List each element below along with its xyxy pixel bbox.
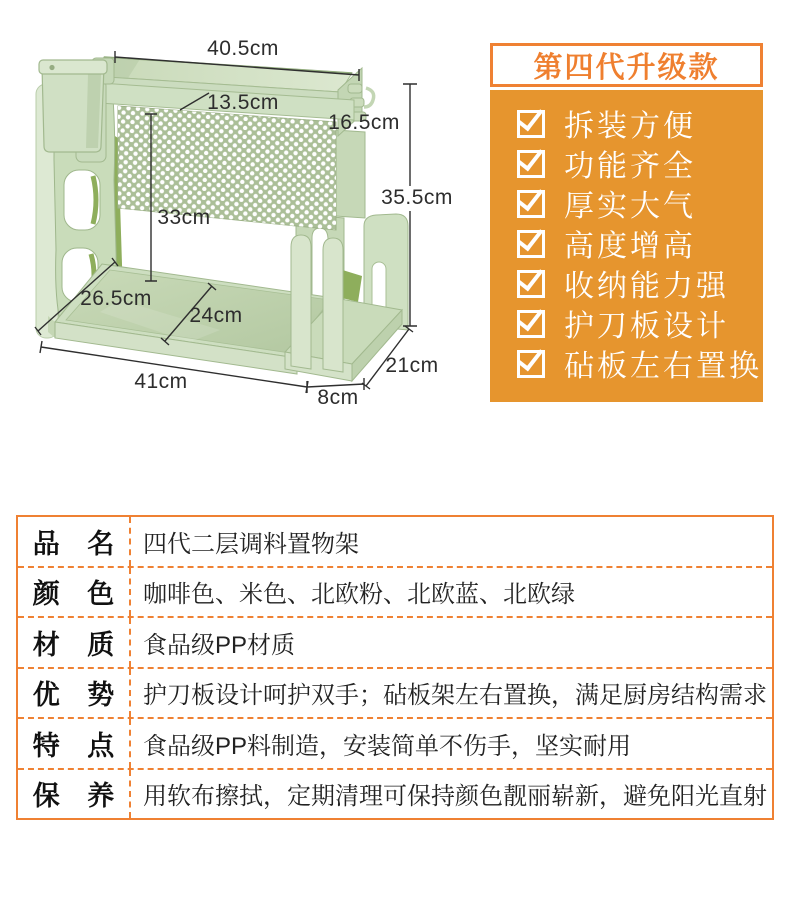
checkmark-icon: [517, 150, 545, 178]
dim-total-height: 35.5cm: [381, 186, 453, 209]
feature-label: 厚实大气: [564, 190, 696, 223]
feature-item: [490, 303, 763, 343]
dim-back-height: 33cm: [157, 206, 211, 229]
feature-label: 砧板左右置换: [564, 350, 762, 383]
dim-tray-depth: 24cm: [189, 304, 243, 327]
promo-title: 第四代升级款: [490, 43, 763, 87]
spec-value: 四代二层调料置物架: [143, 530, 359, 558]
feature-label: 拆装方便: [564, 110, 696, 143]
spec-label: 保 养: [18, 770, 131, 819]
dim-tier-height: 16.5cm: [328, 111, 400, 134]
spec-label: 优 势: [18, 669, 131, 718]
spec-table: [16, 515, 774, 820]
product-figure: [0, 0, 470, 420]
feature-label: 护刀板设计: [564, 310, 729, 343]
feature-item: [490, 223, 763, 263]
dim-top-width: 40.5cm: [207, 37, 279, 60]
dim-board-depth: 21cm: [385, 354, 439, 377]
spec-label: 品 名: [18, 517, 131, 566]
checkmark-icon: [517, 230, 545, 258]
spec-row-care: [18, 768, 772, 819]
checkmark-icon: [517, 190, 545, 218]
feature-label: 功能齐全: [564, 150, 696, 183]
feature-item: [490, 263, 763, 303]
dim-top-depth: 13.5cm: [207, 91, 279, 114]
checkmark-icon: [517, 310, 545, 338]
checkmark-icon: [517, 350, 545, 378]
spec-value: 食品级PP材质: [143, 631, 296, 659]
feature-label: 高度增高: [564, 230, 696, 263]
checkmark-icon: [517, 270, 545, 298]
spec-row-material: [18, 616, 772, 667]
spec-value: 用软布擦拭，定期清理可保持颜色靓丽崭新，避免阳光直射: [143, 783, 767, 811]
promo-panel: [490, 43, 763, 402]
spec-value: 护刀板设计呵护双手；砧板架左右置换，满足厨房结构需求: [143, 682, 767, 710]
hanging-hook: [364, 88, 374, 107]
dim-board-width: 8cm: [317, 386, 359, 409]
spec-value: 咖啡色、米色、北欧粉、北欧蓝、北欧绿: [143, 581, 575, 609]
spec-row-advantage: [18, 667, 772, 718]
feature-item: [490, 103, 763, 143]
feature-label: 收纳能力强: [564, 270, 729, 303]
dim-base-depth: 26.5cm: [80, 287, 152, 310]
spec-label: 材 质: [18, 618, 131, 667]
feature-item: [490, 143, 763, 183]
dim-base-width: 41cm: [134, 370, 188, 393]
feature-item: [490, 343, 763, 383]
feature-list: [490, 90, 763, 402]
spec-row-name: [18, 517, 772, 566]
spec-label: 颜 色: [18, 568, 131, 617]
feature-item: [490, 183, 763, 223]
spec-row-color: [18, 566, 772, 617]
spec-label: 特 点: [18, 719, 131, 768]
spec-value: 食品级PP料制造，安装简单不伤手，坚实耐用: [143, 732, 632, 760]
spec-row-feature: [18, 717, 772, 768]
top-basket: [76, 57, 374, 230]
checkmark-icon: [517, 110, 545, 138]
